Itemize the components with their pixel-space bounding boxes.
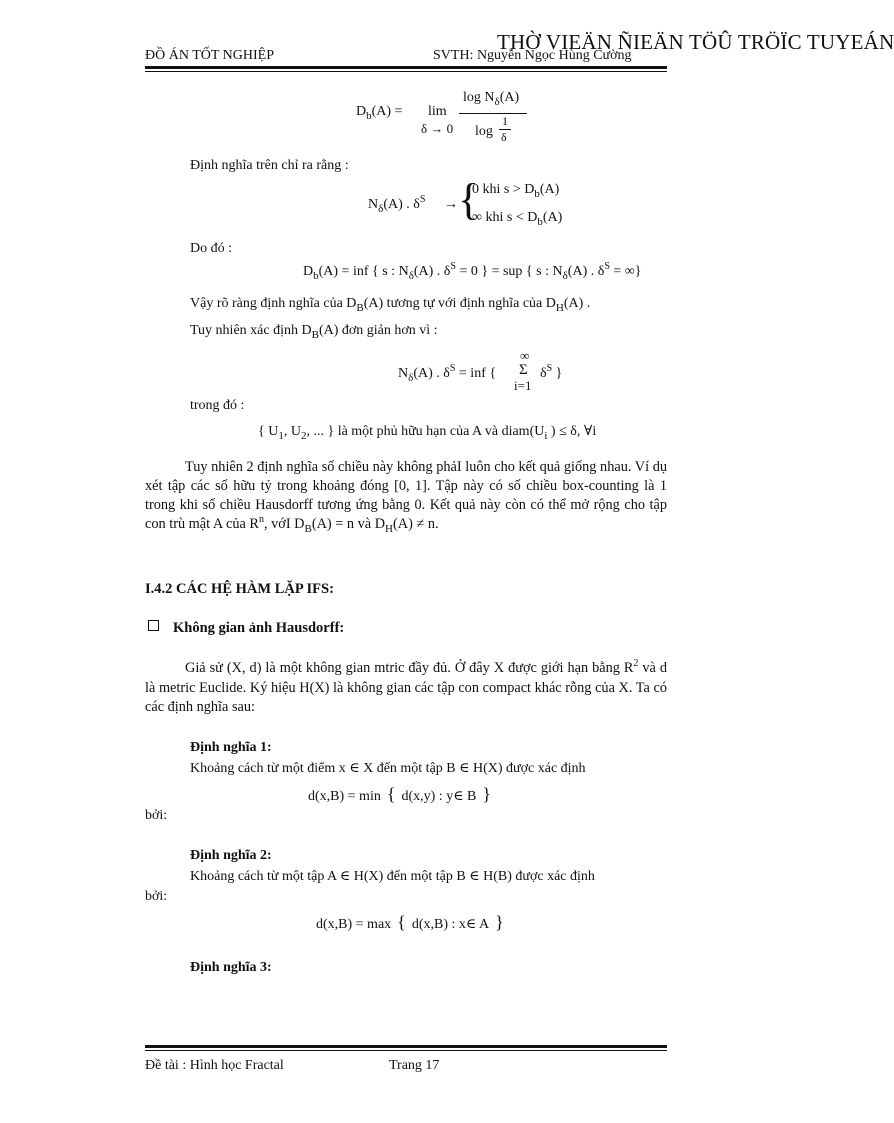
footer-rule-thick <box>145 1045 667 1048</box>
watermark-text: THỜ VIEÄN ÑIEÄN TÖÛ TRÖÏC TUYEÁN <box>497 30 894 54</box>
formula-cover: { $U_1$, $U_2$, ... } là một phủ hữu hạn của A và $diam(U_i$ ) ≤ δ, ∀i <box>258 424 597 442</box>
header-rule-thick <box>145 66 667 69</box>
footer-page-number: Trang 17 <box>389 1058 440 1073</box>
footer-rule-thin <box>145 1050 667 1051</box>
formula-set-to-set: d(x,B) = max { d(x,B) : x∈ A } <box>316 912 504 932</box>
text-do-do: Do đó : <box>190 241 232 256</box>
definition-1-body: Khoảng cách từ một điểm x ∈ X đến một tập B ∈ H(X) được xác định <box>190 761 586 776</box>
text-vay: Vậy rõ ràng định nghĩa của $D_B(A)$ tương tự với định nghĩa của $D_H(A)$ . <box>190 296 591 314</box>
text-boi-1: bởi: <box>145 808 168 823</box>
text-boi-2: bởi: <box>145 889 168 904</box>
header-author: SVTH: Nguyễn Ngọc Hùng Cường <box>433 48 632 63</box>
text-trong-do: trong đó : <box>190 398 245 413</box>
bullet-square-icon <box>148 620 159 631</box>
formula-point-to-set: d(x,B) = min { d(x,y) : y∈ B } <box>308 784 492 804</box>
subsection-hausdorff-space: Không gian ảnh Hausdorff: <box>148 620 344 637</box>
paragraph-box-vs-hausdorff: Tuy nhiên 2 định nghĩa số chiều này không phảI luôn cho kết quả giống nhau. Ví dụ xét tập các số hữu tỷ trong khoảng đóng [0, 1]. Tập này có số chiều box-counting là 1 trong khi số chiều Hausdorff tương ứng bằng 0. Kết quả này còn có thể mở rộng cho tập con trù mật A của $R^n$, vớI $D_B(A) = n$ và $D_H(A) \ne n$. <box>145 459 667 535</box>
footer-topic: Đề tài : Hình học Fractal <box>145 1058 284 1073</box>
paragraph-metric-space: Giả sử (X, d) là một không gian mtric đầy đủ. Ở đây X được giới hạn bằng $R^2$ và d là metric Euclide. Ký hiệu H(X) là không gian các tập con compact khác rỗng của X. Ta có các định nghĩa sau: <box>145 658 667 715</box>
section-heading-ifs: I.4.2 CÁC HỆ HÀM LẶP IFS: <box>145 581 334 597</box>
definition-3-title: Định nghĩa 3: <box>190 960 272 975</box>
definition-2-body: Khoảng cách từ một tập A ∈ H(X) đến một tập B ∈ H(B) được xác định <box>190 869 595 884</box>
header-title: ĐỒ ÁN TỐT NGHIỆP <box>145 48 274 63</box>
text-tuy-nhien: Tuy nhiên xác định $D_B(A)$ đơn giản hơn vì : <box>190 323 438 341</box>
header-rule-thin <box>145 71 667 72</box>
definition-1-title: Định nghĩa 1: <box>190 740 272 755</box>
formula-inf-sup: $D_b(A)$ = inf { s : $N_\delta(A)$ . $\delta^S = 0$ } = sup { s : $N_\delta(A)$ . $\delta^S$ = ∞} <box>303 261 642 282</box>
text-definition-note: Định nghĩa trên chỉ ra rằng : <box>190 158 349 173</box>
definition-2-title: Định nghĩa 2: <box>190 848 272 863</box>
